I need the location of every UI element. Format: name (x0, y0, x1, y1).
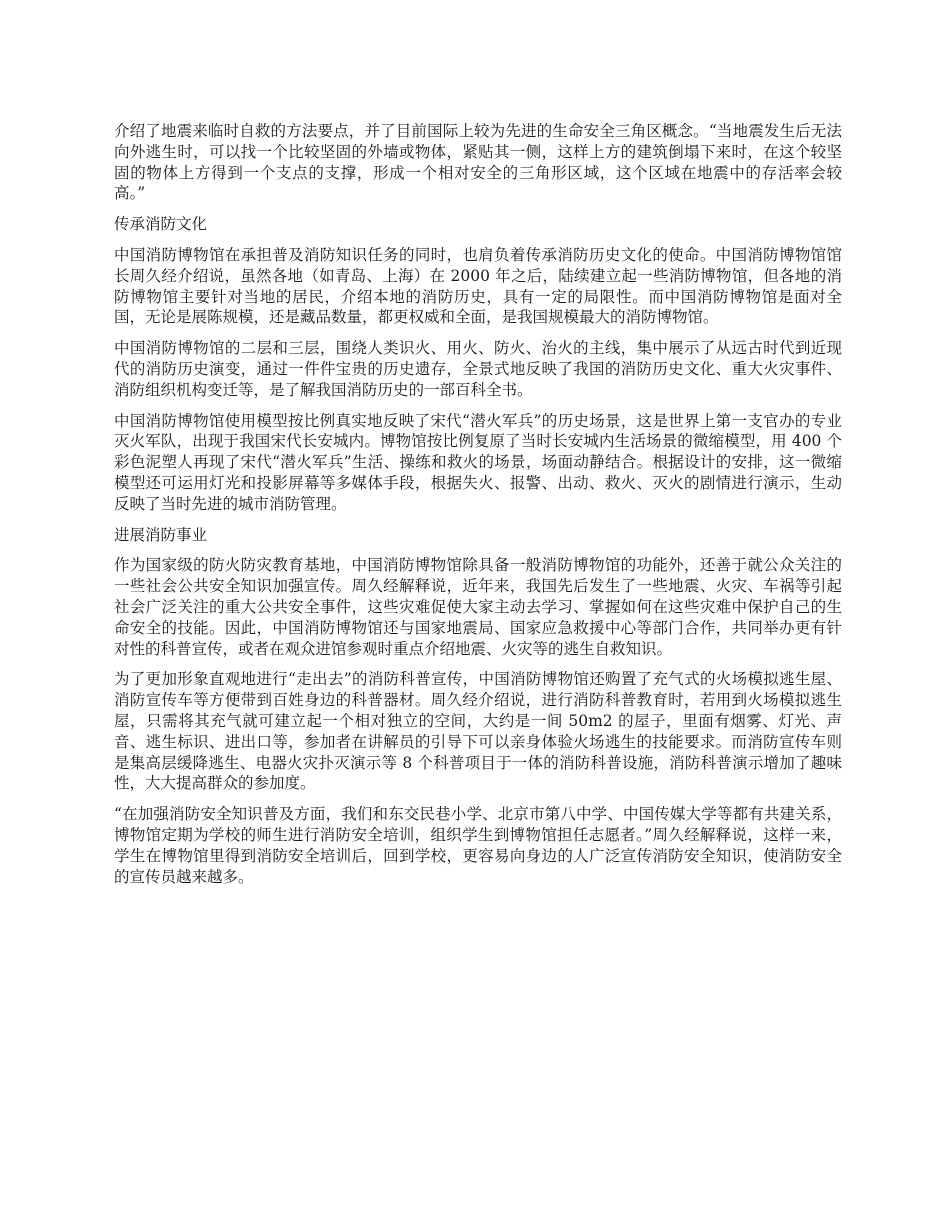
paragraph-school-partnership: “在加强消防安全知识普及方面，我们和东交民巷小学、北京市第八中学、中国传媒大学等都有共建关系，博物馆定期为学校的师生进行消防安全培训，组织学生到博物馆担任志愿者。”周久经解释说，这样一来，学生在博物馆里得到消防安全培训后，回到学校，更容易向身边的人广泛宣传消防安全知识，使消防安全的宣传员越来越多。 (114, 805, 842, 886)
section-heading-progress: 进展消防事业 (114, 525, 208, 544)
paragraph-earthquake-triangle: 介绍了地震来临时自救的方法要点，并了目前国际上较为先进的生命安全三角区概念。“当地震发生后无法向外逃生时，可以找一个比较坚固的外墙或物体，紧贴其一侧，这样上方的建筑倒塌下来时，在这个较坚固的物体上方得到一个支点的支撑，形成一个相对安全的三角形区域，这个区域在地震中的存活率会较高。” (114, 122, 842, 203)
paragraph-song-dynasty-model: 中国消防博物馆使用模型按比例真实地反映了宋代“潜火军兵”的历史场景，这是世界上第一支官办的专业灭火军队，出现于我国宋代长安城内。博物馆按比例复原了当时长安城内生活场景的微缩模型，用 400 个彩色泥塑人再现了宋代“潜火军兵”生活、操练和救火的场景，场面动静结合。根据设计的安排，这一微缩模型还可运用灯光和投影屏幕等多媒体手段，根据失火、报警、出动、救火、灭火的剧情进行演示，生动反映了当时先进的城市消防管理。 (114, 411, 842, 513)
paragraph-floors-history: 中国消防博物馆的二层和三层，围绕人类识火、用火、防火、治火的主线，集中展示了从远古时代到近现代的消防历史演变，通过一件件宝贵的历史遗存，全景式地反映了我国的消防历史文化、重大火灾事件、消防组织机构变迁等，是了解我国消防历史的一部百科全书。 (114, 339, 842, 399)
section-heading-culture: 传承消防文化 (114, 215, 208, 234)
document-body (114, 121, 842, 897)
paragraph-museum-intro: 中国消防博物馆在承担普及消防知识任务的同时，也肩负着传承消防历史文化的使命。中国消防博物馆馆长周久经介绍说，虽然各地（如青岛、上海）在 2000 年之后，陆续建立起一些消防博物馆，但各地的消防博物馆主要针对当地的居民，介绍本地的消防历史，具有一定的局限性。而中国消防博物馆是面对全国，无论是展陈规模，还是藏品数量，都更权威和全面，是我国规模最大的消防博物馆。 (114, 245, 842, 327)
paragraph-education-base: 作为国家级的防火防灾教育基地，中国消防博物馆除具备一般消防博物馆的功能外，还善于就公众关注的一些社会公共安全知识加强宣传。周久经解释说，近年来，我国先后发生了一些地震、火灾、车祸等引起社会广泛关注的重大公共安全事件，这些灾难促使大家主动去学习、掌握如何在这些灾难中保护自己的生命安全的技能。因此，中国消防博物馆还与国家地震局、国家应急救援中心等部门合作，共同举办更有针对性的科普宣传，或者在观众进馆参观时重点介绍地震、火灾等的逃生自救知识。 (114, 556, 842, 658)
paragraph-outreach-equipment: 为了更加形象直观地进行“走出去”的消防科普宣传，中国消防博物馆还购置了充气式的火场模拟逃生屋、消防宣传车等方便带到百姓身边的科普器材。周久经介绍说，进行消防科普教育时，若用到火场模拟逃生屋，只需将其充气就可建立起一个相对独立的空间，大约是一间 50m2 的屋子，里面有烟雾、灯光、声音、逃生标识、进出口等，参加者在讲解员的引导下可以亲身体验火场逃生的技能要求。而消防宣传车则是集高层缓降逃生、电器火灾扑灭演示等 8 个科普项目于一体的消防科普设施，消防科普演示增加了趣味性，大大提高群众的参加度。 (114, 670, 842, 793)
